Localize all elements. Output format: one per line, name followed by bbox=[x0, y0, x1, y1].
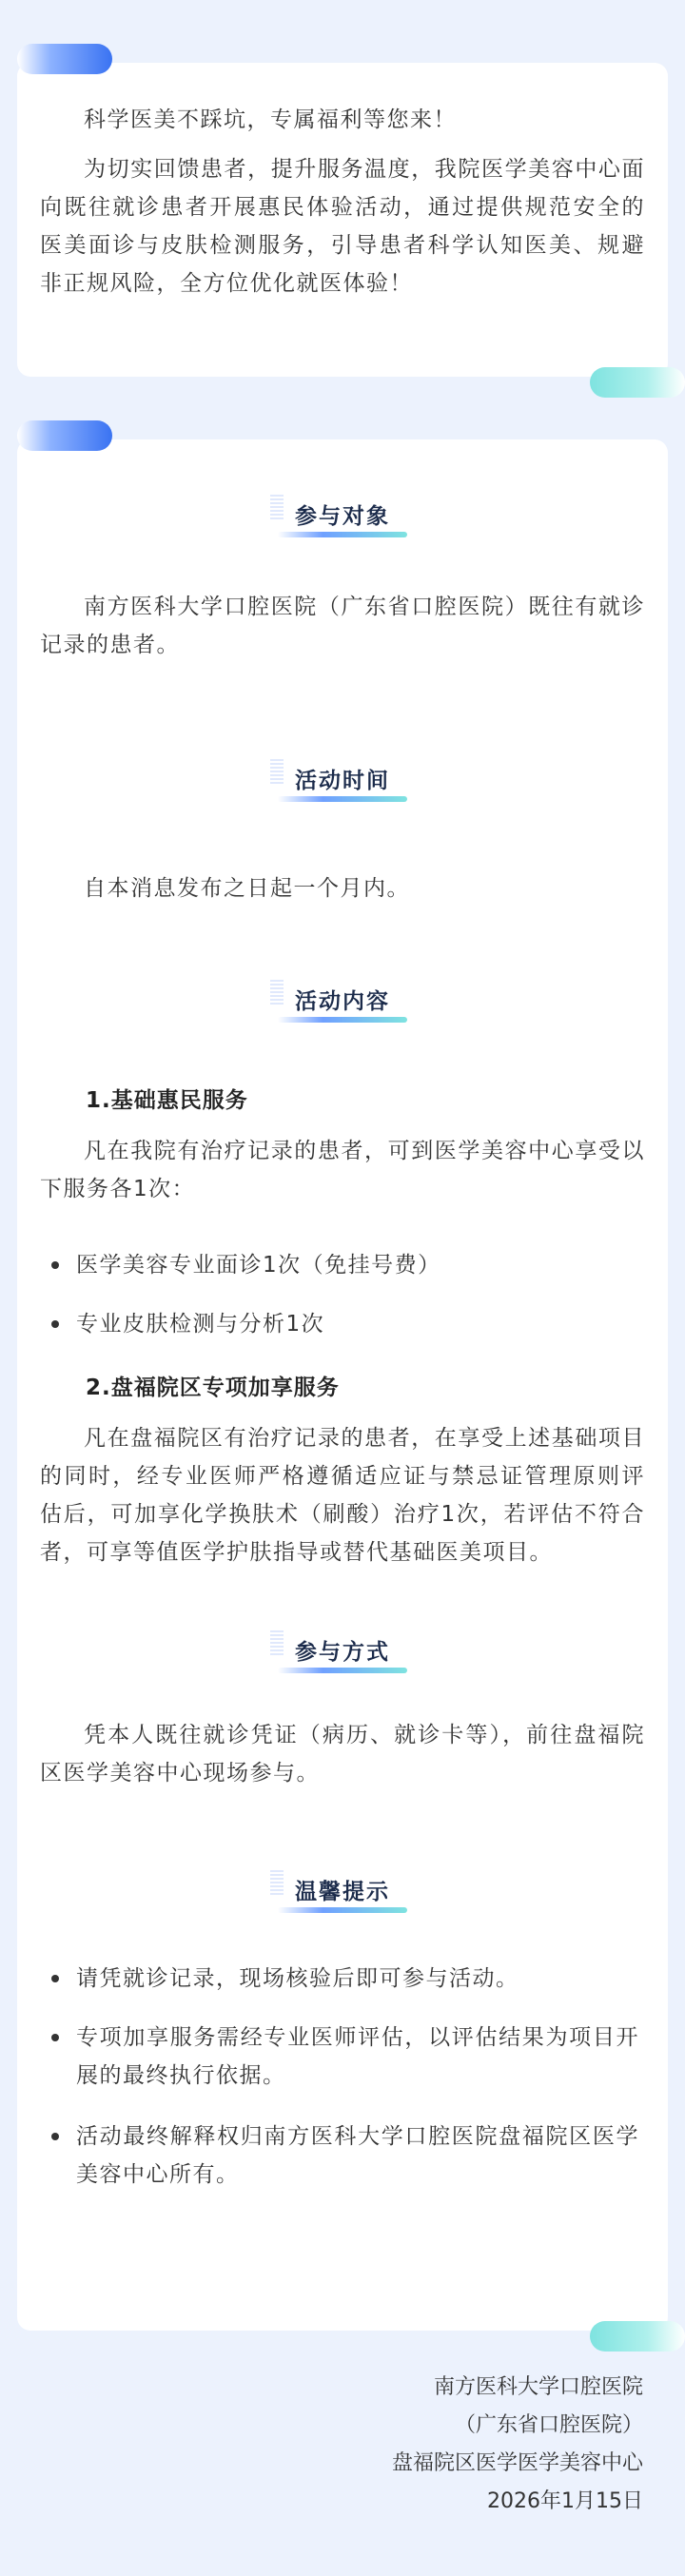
content-sub2-text: 凡在盘福院区有治疗记录的患者，在享受上述基础项目的同时，经专业医师严格遵循适应证与禁忌证管理原则评估后，可加享化学换肤术（刷酸）治疗1次，若评估不符合者，可享等值医学护肤指导或替代基础医美项目。 bbox=[40, 1426, 645, 1565]
list-item bbox=[49, 2117, 639, 2194]
list-item bbox=[49, 1246, 639, 1284]
main-card bbox=[17, 439, 668, 2331]
decor-tab-top bbox=[17, 44, 112, 74]
signature-block bbox=[392, 2369, 643, 2521]
intro-paragraph: 为切实回馈患者，提升服务温度，我院医学美容中心面向既往就诊患者开展惠民体验活动，通过提供规范安全的医美面诊与皮肤检测服务，引导患者科学认知医美、规避非正规风险，全方位优化就医体验！ bbox=[40, 157, 645, 296]
list-item-text: 活动最终解释权归南方医科大学口腔医院盘福院区医学美容中心所有。 bbox=[76, 2124, 639, 2187]
decor-tab-top bbox=[17, 420, 112, 451]
method-text: 凭本人既往就诊凭证（病历、就诊卡等），前往盘福院区医学美容中心现场参与。 bbox=[40, 1723, 645, 1786]
section-content-heading bbox=[17, 984, 668, 1021]
bullet-dot bbox=[51, 1975, 59, 1982]
section-title: 活动内容 bbox=[278, 984, 407, 1021]
bullet-dot bbox=[51, 2133, 59, 2140]
list-item-text: 医学美容专业面诊1次（免挂号费） bbox=[76, 1253, 441, 1278]
list-item-text: 专业皮肤检测与分析1次 bbox=[76, 1312, 325, 1337]
bullet-dot bbox=[51, 1320, 59, 1328]
section-title: 参与方式 bbox=[278, 1634, 407, 1671]
bullet-dot bbox=[51, 1261, 59, 1269]
signature-date: 2026年1月15日 bbox=[487, 2489, 643, 2513]
content-sub2-title: 2.盘福院区专项加享服务 bbox=[86, 1376, 340, 1400]
participants-text: 南方医科大学口腔医院（广东省口腔医院）既往有就诊记录的患者。 bbox=[40, 595, 645, 657]
time-text: 自本消息发布之日起一个月内。 bbox=[84, 876, 410, 901]
section-participants-heading bbox=[17, 498, 668, 536]
decor-tab-bottom bbox=[590, 367, 685, 398]
intro-card bbox=[17, 63, 668, 377]
list-item-text: 专项加享服务需经专业医师评估，以评估结果为项目开展的最终执行依据。 bbox=[76, 2025, 639, 2088]
list-item-text: 请凭就诊记录，现场核验后即可参与活动。 bbox=[76, 1966, 519, 1991]
list-item bbox=[49, 1960, 639, 1998]
intro-slogan: 科学医美不踩坑，专属福利等您来！ bbox=[84, 107, 457, 132]
bullet-dot bbox=[51, 2034, 59, 2041]
section-time-heading bbox=[17, 763, 668, 800]
signature-dept: 盘福院区医学医学美容中心 bbox=[391, 2451, 643, 2475]
decor-tab-bottom bbox=[590, 2321, 685, 2352]
signature-org-alt: （广东省口腔医院） bbox=[454, 2413, 643, 2437]
section-title: 活动时间 bbox=[278, 763, 407, 800]
section-title: 温馨提示 bbox=[278, 1874, 407, 1911]
section-tips-heading bbox=[17, 1874, 668, 1911]
signature-org: 南方医科大学口腔医院 bbox=[433, 2375, 643, 2399]
section-title: 参与对象 bbox=[278, 498, 407, 536]
section-method-heading bbox=[17, 1634, 668, 1671]
content-sub1-title: 1.基础惠民服务 bbox=[86, 1088, 248, 1113]
list-item bbox=[49, 1305, 639, 1343]
list-item bbox=[49, 2019, 639, 2095]
content-sub1-text: 凡在我院有治疗记录的患者，可到医学美容中心享受以下服务各1次： bbox=[40, 1139, 645, 1201]
